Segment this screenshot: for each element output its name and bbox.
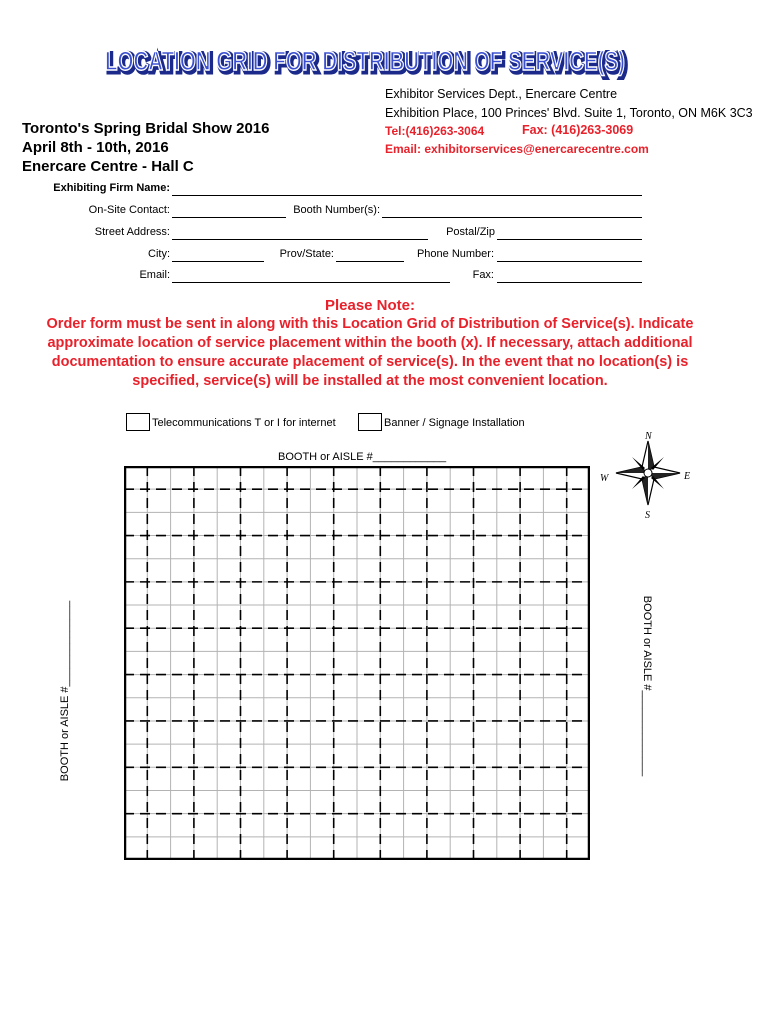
postal-label: Postal/Zip bbox=[446, 226, 495, 238]
city-field[interactable] bbox=[172, 261, 264, 262]
grid-left-label: BOOTH or AISLE #______________ bbox=[59, 600, 72, 782]
telecom-checkbox[interactable] bbox=[126, 413, 150, 431]
email-field[interactable] bbox=[172, 282, 450, 283]
booth-label: Booth Number(s): bbox=[293, 204, 380, 216]
street-field[interactable] bbox=[172, 239, 428, 240]
organizer-fax: Fax: (416)263-3069 bbox=[522, 123, 634, 137]
title-text: LOCATION GRID FOR DISTRIBUTION OF SERVICE(S) bbox=[105, 46, 625, 76]
booth-grid[interactable] bbox=[124, 466, 590, 860]
street-label: Street Address: bbox=[94, 226, 170, 238]
compass-e: E bbox=[684, 471, 691, 482]
grid-top-label: BOOTH or AISLE #____________ bbox=[278, 451, 447, 463]
event-name: Toronto's Spring Bridal Show 2016 bbox=[22, 120, 270, 137]
event-venue: Enercare Centre - Hall C bbox=[22, 158, 194, 175]
svg-text:LOCATION GRID FOR DISTRIBUTION: LOCATION GRID FOR DISTRIBUTION OF SERVICE(S) bbox=[107, 48, 627, 78]
postal-field[interactable] bbox=[497, 239, 642, 240]
organizer-dept: Exhibitor Services Dept., Enercare Centre bbox=[385, 87, 618, 101]
form-title bbox=[95, 28, 635, 88]
note-heading: Please Note: bbox=[324, 297, 416, 314]
organizer-email: Email: exhibitorservices@enercarecentre.com bbox=[385, 142, 649, 156]
contact-field[interactable] bbox=[172, 217, 286, 218]
compass-n: N bbox=[645, 431, 652, 442]
email-label: Email: bbox=[139, 269, 170, 281]
banner-checkbox[interactable] bbox=[358, 413, 382, 431]
fax-label: Fax: bbox=[472, 269, 494, 281]
prov-field[interactable] bbox=[336, 261, 404, 262]
organizer-address: Exhibition Place, 100 Princes' Blvd. Suite 1, Toronto, ON M6K 3C3 bbox=[385, 106, 753, 120]
banner-label: Banner / Signage Installation bbox=[384, 417, 525, 429]
phone-field[interactable] bbox=[497, 261, 642, 262]
fax-field[interactable] bbox=[497, 282, 642, 283]
prov-label: Prov/State: bbox=[279, 248, 334, 260]
booth-field[interactable] bbox=[382, 217, 642, 218]
compass-rose bbox=[596, 425, 696, 520]
booth-grid-drawing bbox=[124, 466, 590, 860]
organizer-tel: Tel:(416)263-3064 bbox=[385, 124, 485, 138]
city-label: City: bbox=[148, 248, 170, 260]
phone-label: Phone Number: bbox=[416, 248, 494, 260]
note-body: Order form must be sent in along with this Location Grid of Distribution of Service(s). Indicate approximate location of service placement within the booth (x). If necessary, attach additional documentation to ensure accurate placement of service(s). In the event that no location(s) is specified, service(s) will be installed at the most convenient location. bbox=[46, 316, 694, 389]
event-dates: April 8th - 10th, 2016 bbox=[22, 139, 169, 156]
grid-right-label: BOOTH or AISLE #______________ bbox=[641, 595, 654, 777]
firm-field[interactable] bbox=[172, 195, 642, 196]
compass-s: S bbox=[645, 510, 650, 520]
contact-label: On-Site Contact: bbox=[88, 204, 170, 216]
telecom-label: Telecommunications T or I for internet bbox=[152, 417, 336, 429]
firm-label: Exhibiting Firm Name: bbox=[53, 182, 170, 194]
compass-w: W bbox=[600, 473, 609, 484]
